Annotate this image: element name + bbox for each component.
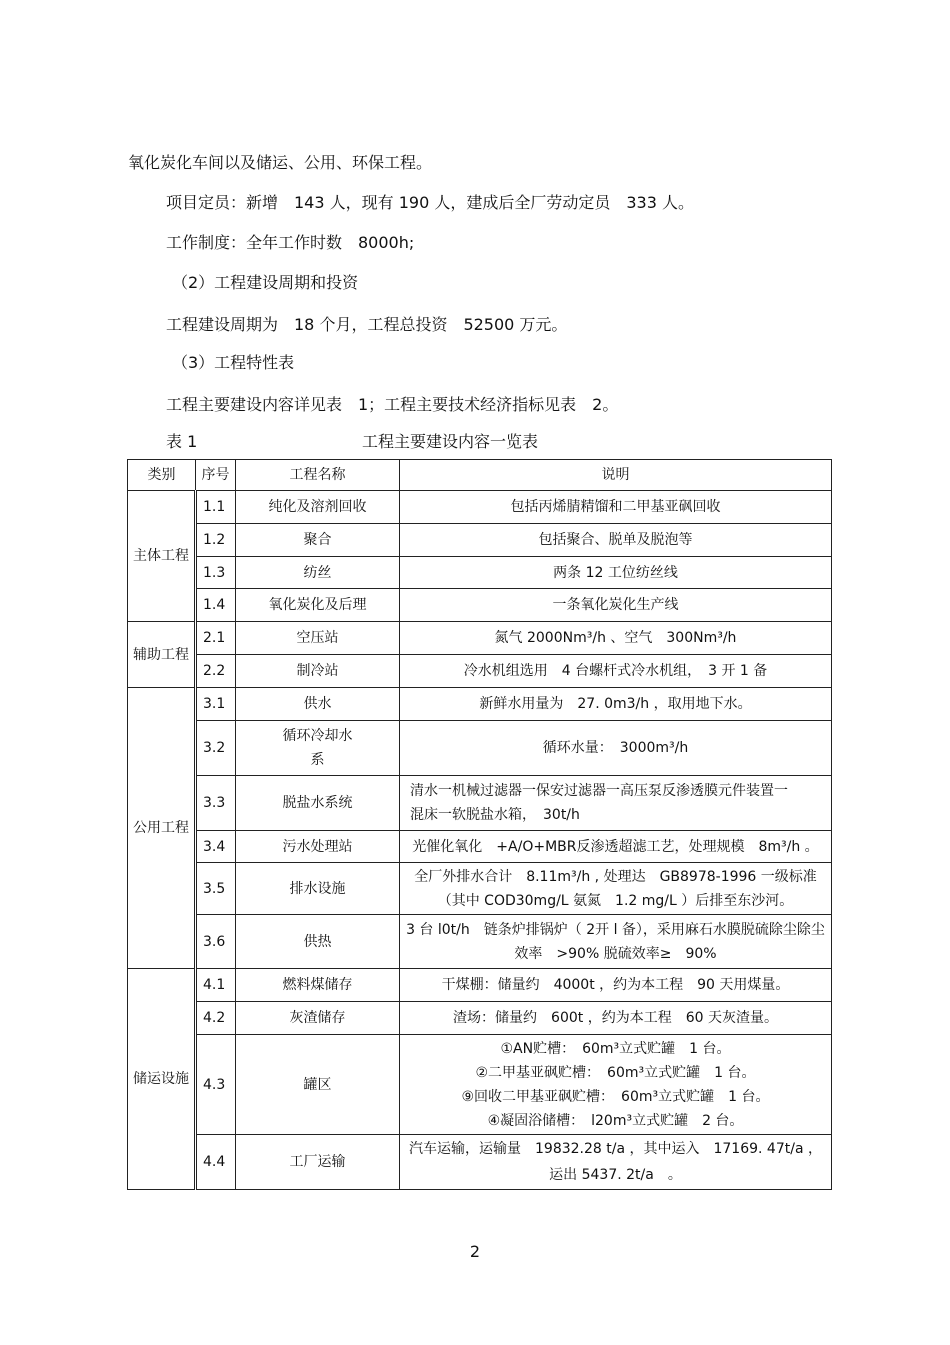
paragraph-table-reference: 工程主要建设内容详见表 1；工程主要技术经济指标见表 2。 [166, 395, 619, 414]
project-name-cell: 污水处理站 [236, 831, 400, 863]
row-number-cell: 4.3 [196, 1035, 236, 1135]
table-row [128, 969, 832, 1002]
table-row [128, 915, 832, 969]
table-row [128, 831, 832, 863]
row-number-cell: 4.1 [196, 969, 236, 1002]
table-row [128, 1135, 832, 1190]
project-name-cell: 纯化及溶剂回收 [236, 491, 400, 524]
row-number-cell: 2.1 [196, 622, 236, 655]
row-number-cell: 3.5 [196, 863, 236, 915]
row-number-cell: 4.4 [196, 1135, 236, 1190]
description-cell: 3 台 l0t/h 链条炉排锅炉（ 2开 l 备），采用麻石水膜脱硫除尘除尘效率 >90% 脱硫效率≥ 90% [400, 915, 832, 969]
description-cell: 包括聚合、脱单及脱泡等 [400, 524, 832, 557]
project-name-cell: 燃料煤储存 [236, 969, 400, 1002]
table-row [128, 524, 832, 557]
table-row [128, 1002, 832, 1035]
project-name-cell: 聚合 [236, 524, 400, 557]
header-number: 序号 [196, 460, 236, 491]
description-cell: 渣场：储量约 600t ，约为本工程 60 天灰渣量。 [400, 1002, 832, 1035]
project-name-cell: 制冷站 [236, 655, 400, 688]
project-name-cell: 工厂运输 [236, 1135, 400, 1190]
table-row [128, 622, 832, 655]
page-number: 2 [469, 1242, 481, 1261]
construction-content-table [127, 459, 832, 1190]
description-line: ⑨回收二甲基亚砜贮槽： 60m³立式贮罐 1 台。 [461, 1088, 770, 1105]
row-number-cell: 2.2 [196, 655, 236, 688]
table-header-row [128, 460, 832, 491]
project-name-cell: 脱盐水系统 [236, 776, 400, 831]
paragraph-work-system: 工作制度：全年工作时数 8000h; [166, 233, 415, 252]
row-number-cell: 3.2 [196, 721, 236, 776]
description-cell: 干煤棚：储量约 4000t ，约为本工程 90 天用煤量。 [400, 969, 832, 1002]
description-cell: 全厂外排水合计 8.11m³/h , 处理达 GB8978-1996 一级标准（其中 COD30mg/L 氨氮 1.2 mg/L ）后排至东沙河。 [400, 863, 832, 915]
description-cell: 光催化氧化 +A/O+MBR反渗透超滤工艺，处理规模 8m³/h 。 [400, 831, 832, 863]
header-description: 说明 [400, 460, 832, 491]
description-cell [400, 1035, 832, 1135]
table-row [128, 491, 832, 524]
project-name-cell: 空压站 [236, 622, 400, 655]
table-row [128, 776, 832, 831]
row-number-cell: 3.4 [196, 831, 236, 863]
project-name-cell: 循环冷却水系 [236, 721, 400, 776]
row-number-cell: 1.3 [196, 557, 236, 589]
description-cell: 一条氧化炭化生产线 [400, 589, 832, 622]
paragraph-period-investment: 工程建设周期为 18 个月，工程总投资 52500 万元。 [166, 315, 568, 334]
description-cell: 新鲜水用量为 27. 0m3/h ，取用地下水。 [400, 688, 832, 721]
header-project-name: 工程名称 [236, 460, 400, 491]
description-line: ①AN贮槽： 60m³立式贮罐 1 台。 [500, 1040, 731, 1057]
project-name-cell: 供热 [236, 915, 400, 969]
description-line: ②二甲基亚砜贮槽： 60m³立式贮罐 1 台。 [475, 1064, 756, 1081]
table-row [128, 721, 832, 776]
project-name-cell: 罐区 [236, 1035, 400, 1135]
row-number-cell: 3.1 [196, 688, 236, 721]
table-row [128, 863, 832, 915]
table-body [128, 491, 832, 1190]
description-cell: 循环水量： 3000m³/h [400, 721, 832, 776]
table-caption-number: 表 1 [166, 432, 198, 451]
category-cell: 辅助工程 [128, 622, 196, 688]
table-row [128, 557, 832, 589]
description-cell: 两条 12 工位纺丝线 [400, 557, 832, 589]
section-heading-period-investment: （2）工程建设周期和投资 [172, 273, 359, 292]
description-line: ④凝固浴储槽： l20m³立式贮罐 2 台。 [487, 1112, 744, 1129]
paragraph-workshops: 氧化炭化车间以及储运、公用、环保工程。 [128, 153, 433, 172]
project-name-cell: 纺丝 [236, 557, 400, 589]
project-name-cell: 供水 [236, 688, 400, 721]
header-category: 类别 [128, 460, 196, 491]
row-number-cell: 4.2 [196, 1002, 236, 1035]
project-name-cell: 灰渣储存 [236, 1002, 400, 1035]
category-cell: 公用工程 [128, 688, 196, 969]
row-number-cell: 1.4 [196, 589, 236, 622]
table-row [128, 589, 832, 622]
description-cell: 冷水机组选用 4 台螺杆式冷水机组， 3 开 1 备 [400, 655, 832, 688]
description-cell: 氮气 2000Nm³/h 、空气 300Nm³/h [400, 622, 832, 655]
category-cell: 主体工程 [128, 491, 196, 622]
table-row [128, 655, 832, 688]
category-cell: 储运设施 [128, 969, 196, 1190]
project-name-cell: 氧化炭化及后理 [236, 589, 400, 622]
row-number-cell: 1.1 [196, 491, 236, 524]
description-cell: 清水一机械过滤器一保安过滤器一高压泵反渗透膜元件装置一混床一软脱盐水箱， 30t/h [400, 776, 832, 831]
table-row [128, 688, 832, 721]
table-caption-title: 工程主要建设内容一览表 [362, 432, 539, 451]
description-cell: 包括丙烯腈精馏和二甲基亚砜回收 [400, 491, 832, 524]
row-number-cell: 3.6 [196, 915, 236, 969]
description-cell: 汽车运输，运输量 19832.28 t/a ，其中运入 17169. 47t/a ，运出 5437. 2t/a 。 [400, 1135, 832, 1190]
section-heading-characteristics: （3）工程特性表 [172, 353, 295, 372]
paragraph-staffing: 项目定员：新增 143 人，现有 190 人，建成后全厂劳动定员 333 人。 [166, 193, 694, 212]
project-name-cell: 排水设施 [236, 863, 400, 915]
row-number-cell: 1.2 [196, 524, 236, 557]
row-number-cell: 3.3 [196, 776, 236, 831]
table-row [128, 1035, 832, 1135]
